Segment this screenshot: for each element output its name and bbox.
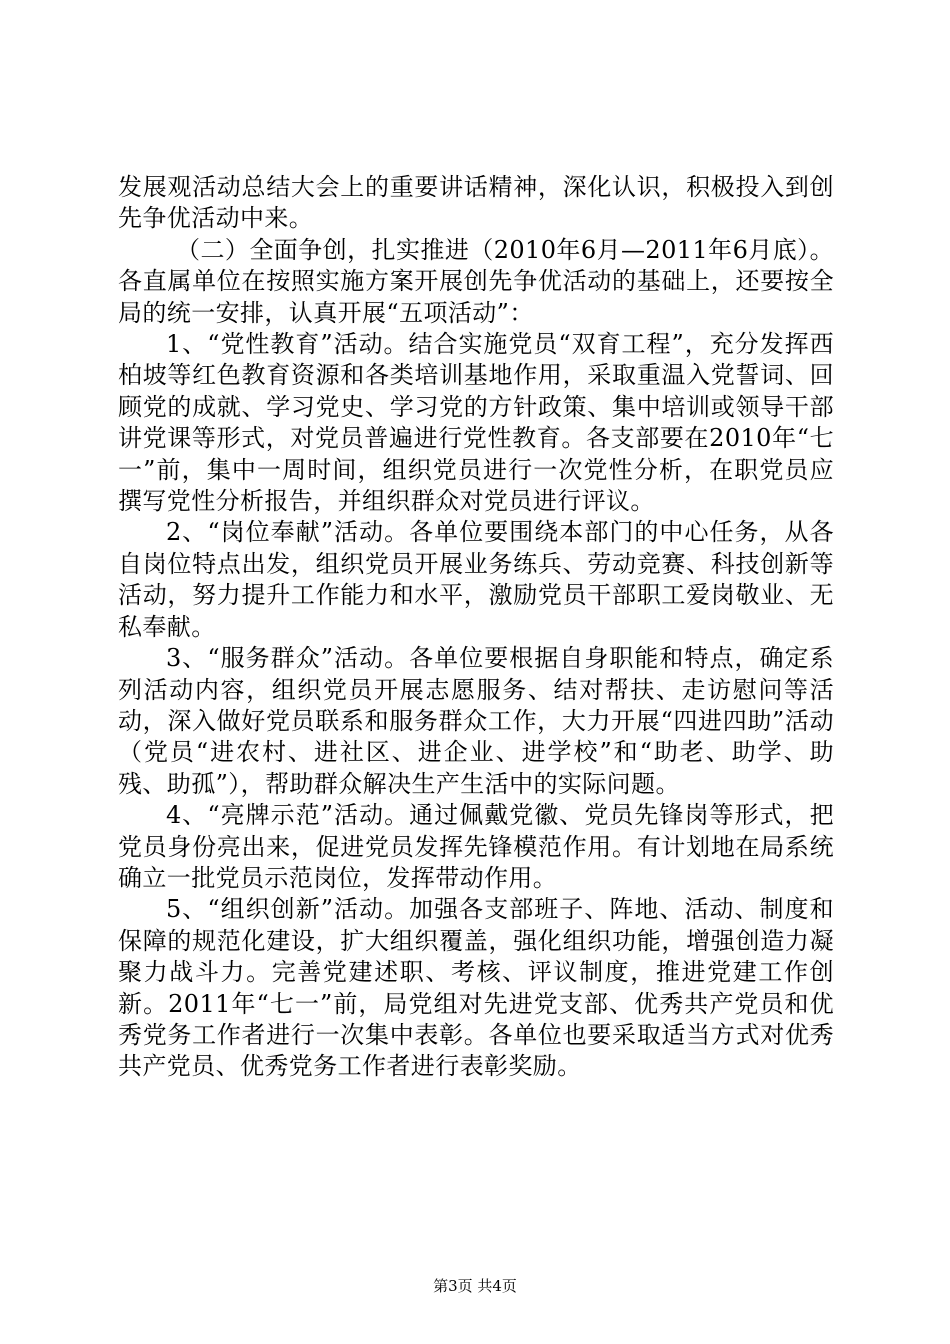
paragraph-section-two: （二）全面争创，扎实推进（2010年6月—2011年6月底）。各直属单位在按照实施方案开展创先争优活动的基础上，还要按全局的统一安排，认真开展“五项活动”： bbox=[118, 235, 834, 327]
paragraph-item-3: 3、“服务群众”活动。各单位要根据自身职能和特点，确定系列活动内容，组织党员开展志愿服务、结对帮扶、走访慰问等活动，深入做好党员联系和服务群众工作，大力开展“四进四助”活动（党员“进农村、进社区、进企业、进学校”和“助老、助学、助残、助孤”），帮助群众解决生产生活中的实际问题。 bbox=[118, 644, 834, 798]
paragraph-item-1: 1、“党性教育”活动。结合实施党员“双育工程”，充分发挥西柏坡等红色教育资源和各类培训基地作用，采取重温入党誓词、回顾党的成就、学习党史、学习党的方针政策、集中培训或领导干部讲党课等形式，对党员普遍进行党性教育。各支部要在2010年“七一”前，集中一周时间，组织党员进行一次党性分析，在职党员应撰写党性分析报告，并组织群众对党员进行评议。 bbox=[118, 330, 834, 516]
paragraph-item-2: 2、“岗位奉献”活动。各单位要围绕本部门的中心任务，从各自岗位特点出发，组织党员开展业务练兵、劳动竞赛、科技创新等活动，努力提升工作能力和水平，激励党员干部职工爱岗敬业、无私奉献。 bbox=[118, 518, 834, 641]
page-number-footer: 第3页 共4页 bbox=[433, 1277, 517, 1295]
paragraph-item-4: 4、“亮牌示范”活动。通过佩戴党徽、党员先锋岗等形式，把党员身份亮出来，促进党员发挥先锋模范作用。有计划地在局系统确立一批党员示范岗位，发挥带动作用。 bbox=[118, 801, 834, 892]
document-body bbox=[118, 172, 834, 1083]
paragraph-continuation: 发展观活动总结大会上的重要讲话精神，深化认识，积极投入到创先争优活动中来。 bbox=[118, 173, 834, 233]
paragraph-item-5: 5、“组织创新”活动。加强各支部班子、阵地、活动、制度和保障的规范化建设，扩大组织覆盖，强化组织功能，增强创造力凝聚力战斗力。完善党建述职、考核、评议制度，推进党建工作创新。2011年“七一”前，局党组对先进党支部、优秀共产党员和优秀党务工作者进行一次集中表彰。各单位也要采取适当方式对优秀共产党员、优秀党务工作者进行表彰奖励。 bbox=[118, 895, 834, 1081]
